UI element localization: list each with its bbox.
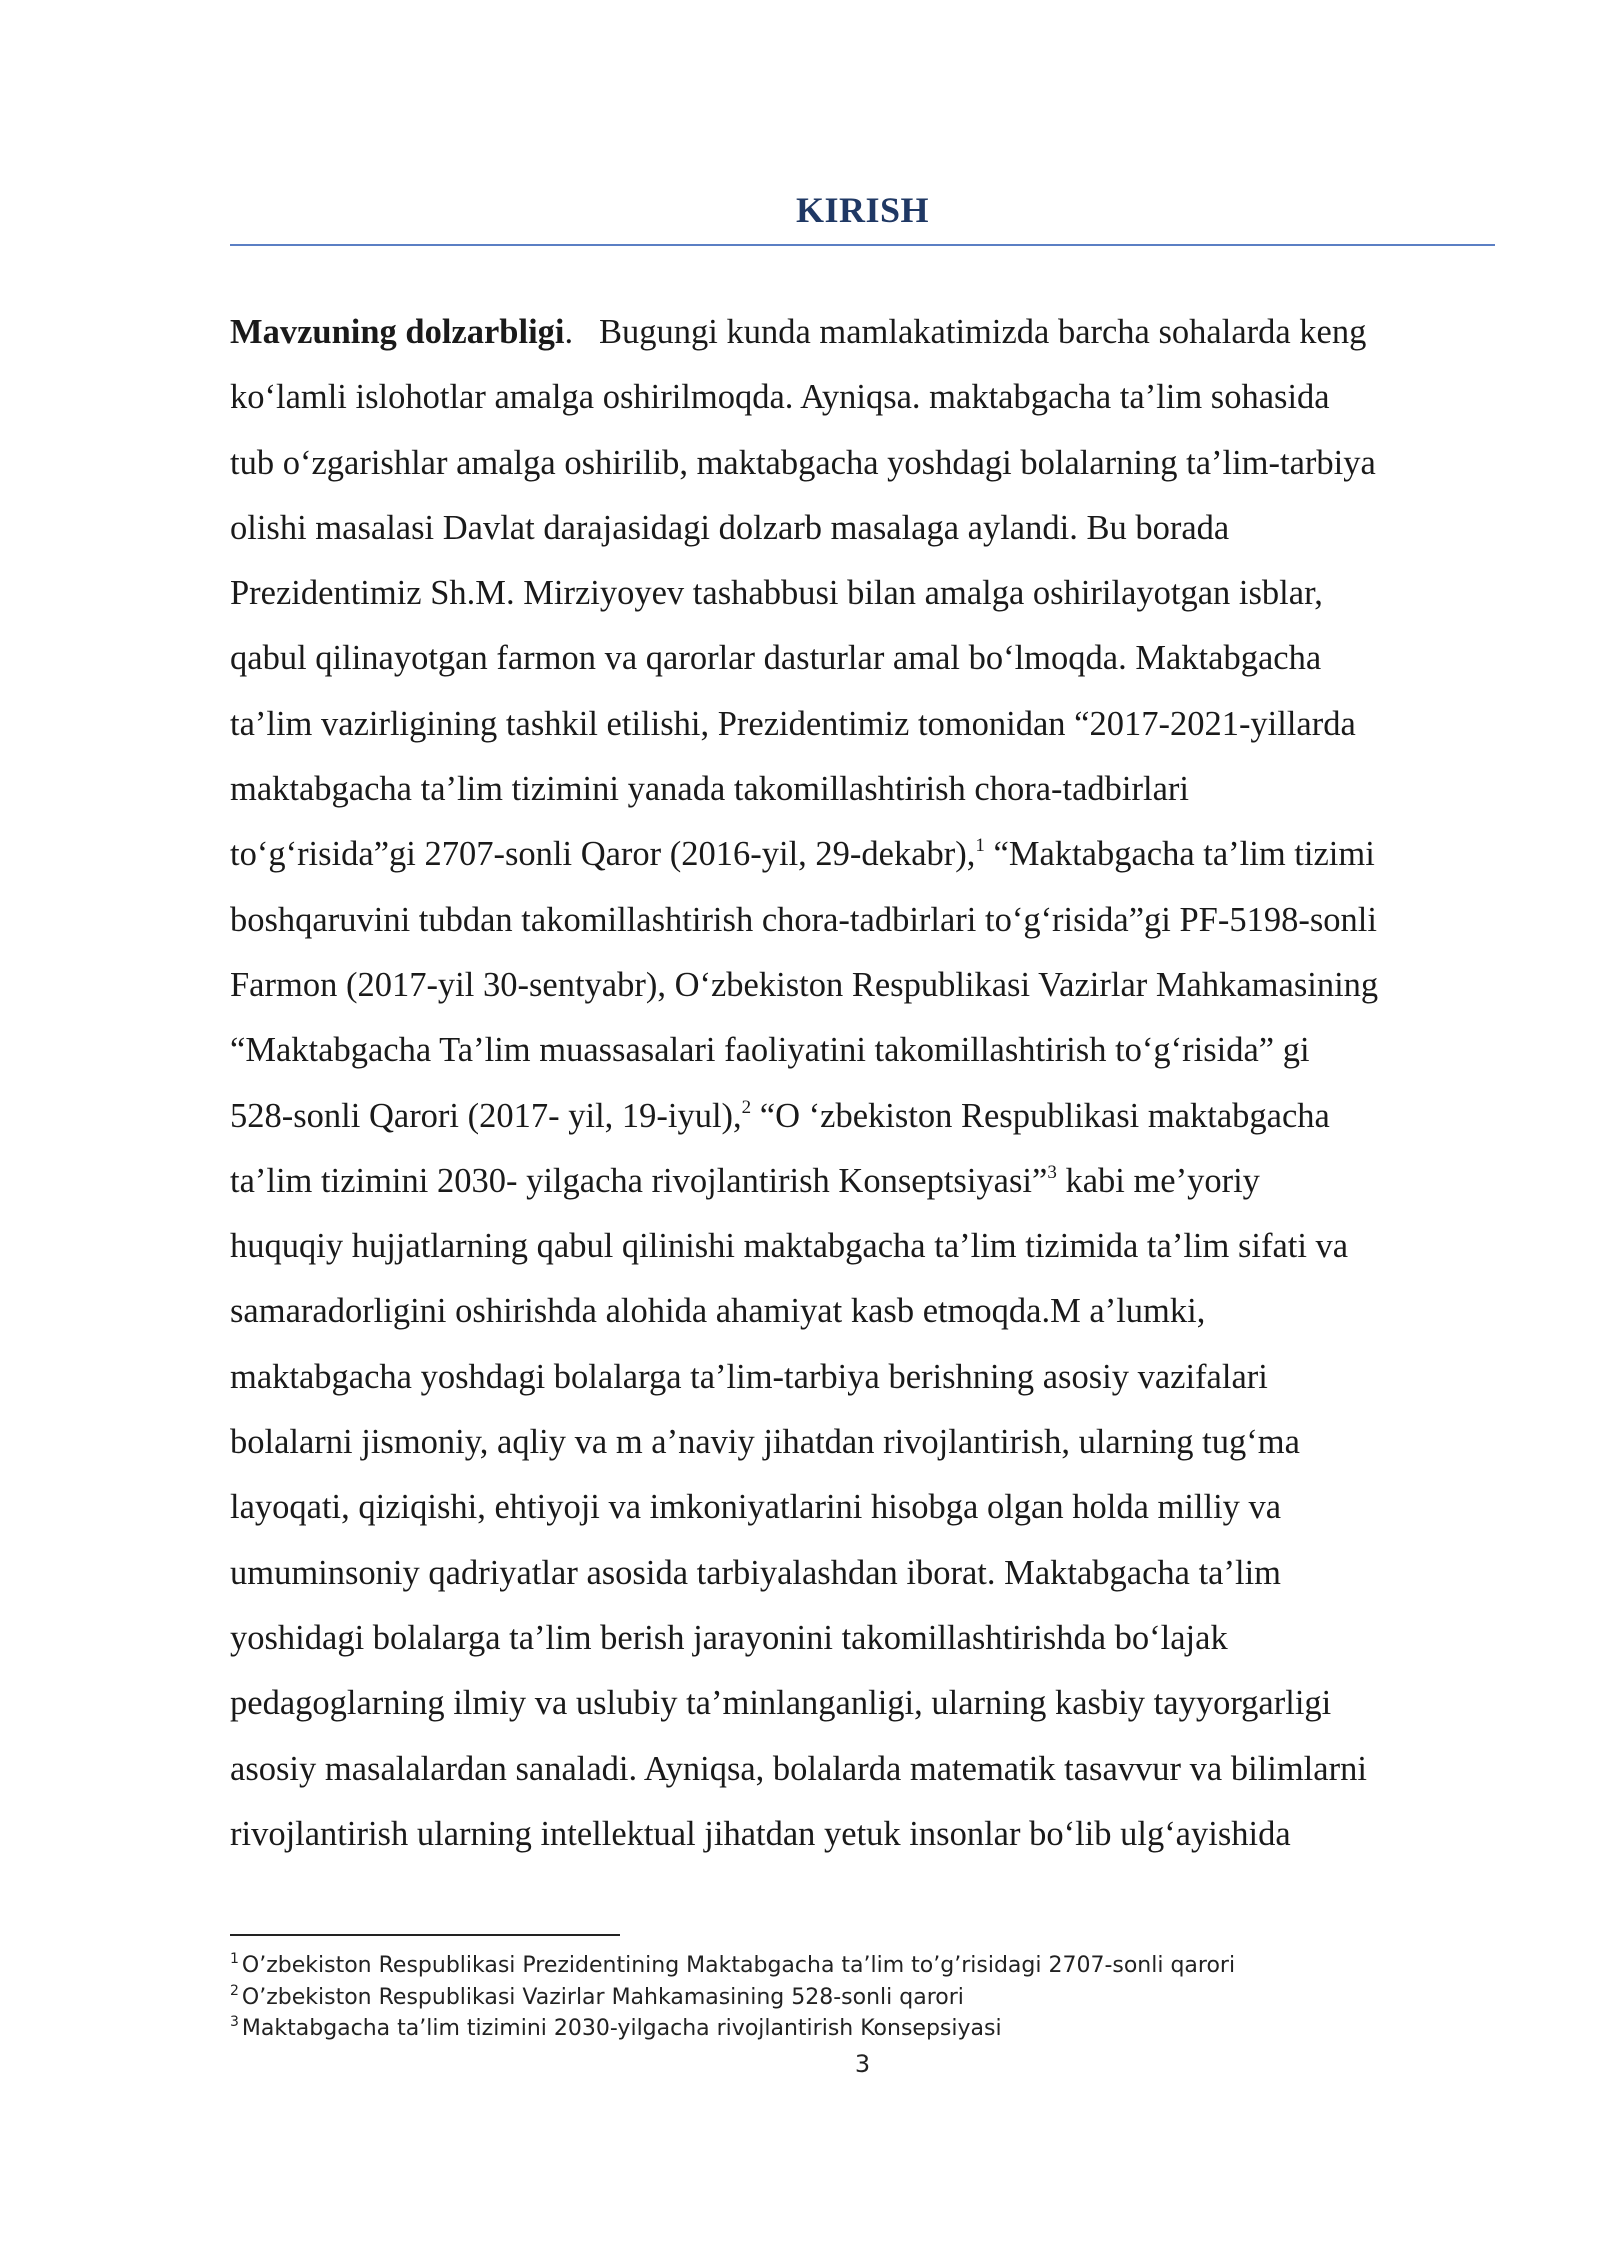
text-line: qabul qilinayotgan farmon va qarorlar dasturlar amal bo‘lmoqda. Maktabgacha: [230, 639, 1322, 678]
text-line: ko‘lamli islohotlar amalga oshirilmoqda. Ayniqsa. maktabgacha ta’lim sohasida: [230, 378, 1330, 417]
text-line: bolalarni jismoniy, aqliy va m a’naviy jihatdan rivojlantirish, ularning tug‘ma: [230, 1423, 1300, 1462]
heading-underline: [230, 244, 1495, 246]
text-line: tub o‘zgarishlar amalga oshirilib, maktabgacha yoshdagi bolalarning ta’lim-tarbiya: [230, 443, 1376, 482]
text-line: Prezidentimiz Sh.M. Mirziyoyev tashabbusi bilan amalga oshirilayotgan isblar,: [230, 574, 1323, 613]
text-line: huquqiy hujjatlarning qabul qilinishi maktabgacha ta’lim tizimida ta’lim sifati va: [230, 1227, 1349, 1266]
footnote-number: 2: [230, 1982, 239, 1999]
footnote-reference[interactable]: 1: [975, 835, 985, 857]
text-line: layoqati, qiziqishi, ehtiyoji va imkoniyatlarini hisobga olgan holda milliy va: [230, 1488, 1282, 1527]
text-line: samaradorligini oshirishda alohida ahamiyat kasb etmoqda.M a’lumki,: [230, 1292, 1206, 1331]
text-line: pedagoglarning ilmiy va uslubiy ta’minlanganligi, ularning kasbiy tayyorgarligi: [230, 1684, 1332, 1723]
footnote-text: O’zbekiston Respublikasi Vazirlar Mahkamasining 528-sonli qarori: [241, 1984, 964, 2010]
text-segment: to‘g‘risida”gi 2707-sonli Qaror (2016-yil, 29-dekabr),: [230, 835, 976, 874]
text-line: maktabgacha ta’lim tizimini yanada takomillashtirish chora-tadbirlari: [230, 770, 1189, 809]
text-segment: 528-sonli Qarori (2017- yil, 19-iyul),: [230, 1096, 742, 1135]
text-line: [230, 1084, 1498, 1149]
footnote-text: O’zbekiston Respublikasi Prezidentining Maktabgacha ta’lim to’g’risidagi 2707-sonli qarori: [241, 1953, 1236, 1978]
footnote-item: [230, 1950, 1498, 1982]
footnotes: [230, 1950, 1498, 2045]
page-number: 3: [854, 2050, 871, 2078]
text-line: [230, 300, 1498, 365]
section-lead: Mavzuning dolzarbligi: [230, 313, 565, 351]
text-line: [230, 1149, 1498, 1214]
body-paragraph: [230, 300, 1498, 1867]
page-title: KIRISH: [795, 190, 930, 230]
text-segment: “Maktabgacha ta’lim tizimi: [984, 835, 1375, 874]
text-line: umuminsoniy qadriyatlar asosida tarbiyalashdan iborat. Maktabgacha ta’lim: [230, 1553, 1281, 1592]
text-segment: kabi me’yoriy: [1056, 1161, 1260, 1200]
text-line: maktabgacha yoshdagi bolalarga ta’lim-tarbiya berishning asosiy vazifalari: [230, 1357, 1268, 1396]
lead-punctuation: .: [564, 313, 574, 351]
footnote-number: 1: [230, 1951, 239, 1967]
footnote-reference[interactable]: 3: [1047, 1161, 1057, 1183]
footnote-reference[interactable]: 2: [741, 1096, 752, 1118]
text-line: asosiy masalalardan sanaladi. Ayniqsa, bolalarda matematik tasavvur va bilimlarni: [230, 1749, 1367, 1788]
text-segment: ta’lim tizimini 2030- yilgacha rivojlantirish Konseptsiyasi”: [230, 1161, 1048, 1200]
footnote-number: 3: [230, 2014, 239, 2030]
text-line: ta’lim vazirligining tashkil etilishi, Prezidentimiz tomonidan “2017-2021-yillarda: [230, 704, 1356, 743]
text-line: [230, 822, 1498, 887]
text-line: “Maktabgacha Ta’lim muassasalari faoliyatini takomillashtirish to‘g‘risida” gi: [230, 1031, 1310, 1070]
footnote-item: [230, 1982, 1498, 2014]
footnote-text: Maktabgacha ta’lim tizimini 2030-yilgacha rivojlantirish Konsepsiyasi: [241, 2016, 1002, 2041]
text-line: olishi masalasi Davlat darajasidagi dolzarb masalaga aylandi. Bu borada: [230, 508, 1230, 547]
text-line-content: Bugungi kunda mamlakatimizda barcha sohalarda keng: [599, 313, 1367, 351]
text-line: yoshidagi bolalarga ta’lim berish jarayonini takomillashtirishda bo‘lajak: [230, 1618, 1228, 1657]
text-line: Farmon (2017-yil 30-sentyabr), O‘zbekiston Respublikasi Vazirlar Mahkamasining: [230, 965, 1379, 1004]
footnote-separator: [230, 1934, 620, 1936]
text-segment: “O ‘zbekiston Respublikasi maktabgacha: [751, 1096, 1330, 1135]
text-line: rivojlantirish ularning intellektual jihatdan yetuk insonlar bo‘lib ulg‘ayishida: [230, 1814, 1291, 1853]
footnote-item: [230, 2013, 1498, 2045]
text-line: boshqaruvini tubdan takomillashtirish chora-tadbirlari to‘g‘risida”gi PF-5198-sonli: [230, 900, 1377, 939]
